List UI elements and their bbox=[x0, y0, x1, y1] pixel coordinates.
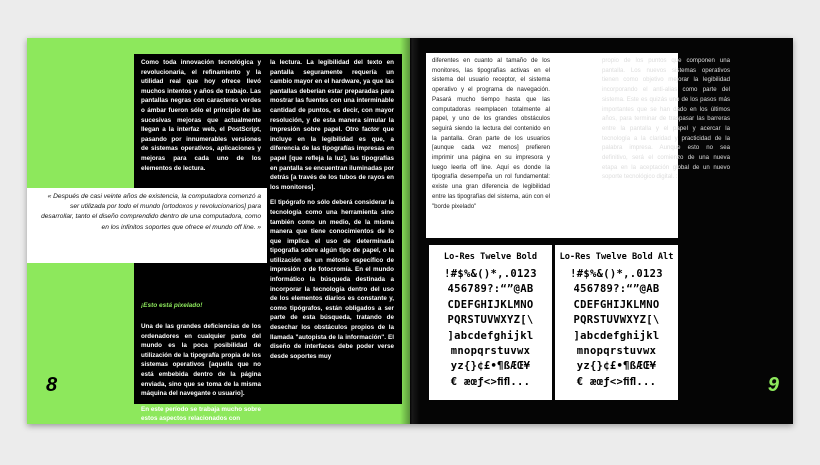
font-name: Lo-Res Twelve Bold bbox=[443, 252, 538, 262]
font-specimen-alt bbox=[555, 245, 678, 400]
pull-quote: « Después de casi veinte años de existencia, la computadora comenzó a ser utilizada por todo el mundo [ortodoxos y revolucionarios] para desarrollar, tanto el diseño comprendido dentro de una computadora, como en los infinitos soportes que ofrece el mundo off line. » bbox=[41, 193, 261, 231]
glyph-row: mnopqrstuvwx bbox=[576, 345, 657, 358]
glyph-row: 456789?:“”@AB bbox=[447, 283, 534, 296]
font-name: Lo-Res Twelve Bold Alt bbox=[559, 252, 674, 262]
glyph-row: 456789?:“”@AB bbox=[573, 283, 660, 296]
glyph-row: ]abcdefghijkl bbox=[573, 329, 660, 342]
paragraph: En este período se trabaja mucho sobre estos aspectos relacionados con bbox=[141, 405, 261, 423]
page-number: 8 bbox=[46, 374, 58, 396]
glyph-row: € æœƒ<>ﬁﬂ... bbox=[450, 375, 531, 388]
text-column-1: diferentes en cuanto al tamaño de los monitores, las tipografías activas en el sistema del usuario receptor, el sistema operativo y el programa de navegación. Pasará mucho tiempo hasta que las computadoras reemplacen totalmente al papel, y uno de los grandes obstáculos seguirá siendo la lectura del contenido en la pantalla. Gran parte de los usuarios [aunque cada vez menos] prefieren imprimir una página en su impresora y luego leerla off line. Aquí es donde la tipografía desempeña un rol fundamental: existe una gran diferencia de legibilidad entre las tipografías del sistema, aún con el "borde pixelado" bbox=[432, 57, 550, 210]
glyph-row: !#$%&()*,.0123 bbox=[444, 268, 537, 280]
paragraph: la lectura. La legibilidad del texto en pantalla seguramente requería un cambio mayor en el hardware, ya que las pantallas deberían estar preparadas para mostrar las fuentes con una interminable cantidad de puntos, es decir, con mayor resolución, y de esta manera simular la impresión sobre papel. Otro factor que incluye en la legibilidad es que, a diferencia de las tipografías impresas en papel [que refleja la luz], las tipografías en pantalla se encuentran iluminadas por detrás [a través de los tubos de rayos en los monitores]. bbox=[270, 59, 394, 191]
right-page bbox=[410, 38, 793, 424]
glyph-row: € æœƒ<>ﬁﬂ... bbox=[576, 375, 657, 388]
glyph-set bbox=[429, 267, 552, 390]
intro-paragraph: Como toda innovación tecnológica y revolucionaria, el refinamiento y la utilidad real que hoy ofrece llevó muchos intentos y años de trabajo. Las pantallas negras con caracteres verdes o ámbar fueron sólo el principio de las sucesivas mejoras que actualmente llegan a la interfaz web, el PostScript, pasando por innumerables versiones de sistemas operativos, aplicaciones y mejoras para cada uno de los elementos de lectura. bbox=[141, 59, 261, 172]
glyph-row: yz{}¢£•¶ßÆŒ¥ bbox=[576, 360, 657, 373]
left-page bbox=[27, 38, 410, 424]
glyph-row: mnopqrstuvwx bbox=[450, 345, 531, 358]
font-specimen bbox=[429, 245, 552, 400]
glyph-row: ]abcdefghijkl bbox=[447, 329, 534, 342]
section-subheading: ¡Esto está pixelado! bbox=[141, 302, 203, 309]
glyph-row: PQRSTUVWXYZ[\ bbox=[447, 314, 534, 327]
glyph-set bbox=[555, 267, 678, 390]
magazine-spread bbox=[27, 38, 793, 424]
glyph-row: CDEFGHIJKLMNO bbox=[573, 298, 660, 311]
glyph-row: yz{}¢£•¶ßÆŒ¥ bbox=[450, 360, 531, 373]
glyph-row: !#$%&()*,.0123 bbox=[570, 268, 663, 280]
text-column-2: propio de los puntos que componen una pantalla. Los nuevos sistemas operativos tienen como objetivo mejorar la legibilidad incorporando el anti-alias como parte del sistema. Este es quizás uno de los pasos más importantes que se han dado en los últimos años, para terminar de traspasar las barreras entre la pantalla y el papel y acercar la tecnología a la claridad y practicidad de la palabra impresa. Aunque esto no sea definitivo, será el comienzo de una nueva etapa en la aceptación global de un nuevo soporte tecnológico digital. : bbox=[602, 57, 730, 181]
intro-column bbox=[141, 58, 261, 179]
glyph-row: CDEFGHIJKLMNO bbox=[447, 298, 534, 311]
glyph-row: PQRSTUVWXYZ[\ bbox=[573, 314, 660, 327]
paragraph: El tipógrafo no sólo deberá considerar la tecnología como una herramienta sino también como un medio, de la misma manera que tiene conocimientos de lo que implica el uso de determinada tipografía sobre algún tipo de papel, o la utilización de un método específico de impresión o de fotocromía. En el mundo informático la búsqueda destinada a incorporar la tecnología dentro del uso de los elementos diarios es constante y, como tipógrafos, están obligados a ser parte de esta búsqueda, tratando de desechar los obstáculos propios de la llamada "autopista de la información". El diseño de interfaces debe poder verse desde soportes muy bbox=[270, 199, 394, 360]
page-number: 9 bbox=[767, 374, 779, 396]
paragraph: Una de las grandes deficiencias de los ordenadores en cualquier parte del mundo es la poca posibilidad de utilización de la tipografía propia de los sistemas operativos [aquella que no está embebida dentro de la página enviada, sino que se toma de la misma máquina del navegante o usuario]. bbox=[141, 323, 261, 398]
left-column bbox=[141, 322, 261, 424]
right-column bbox=[270, 58, 394, 367]
